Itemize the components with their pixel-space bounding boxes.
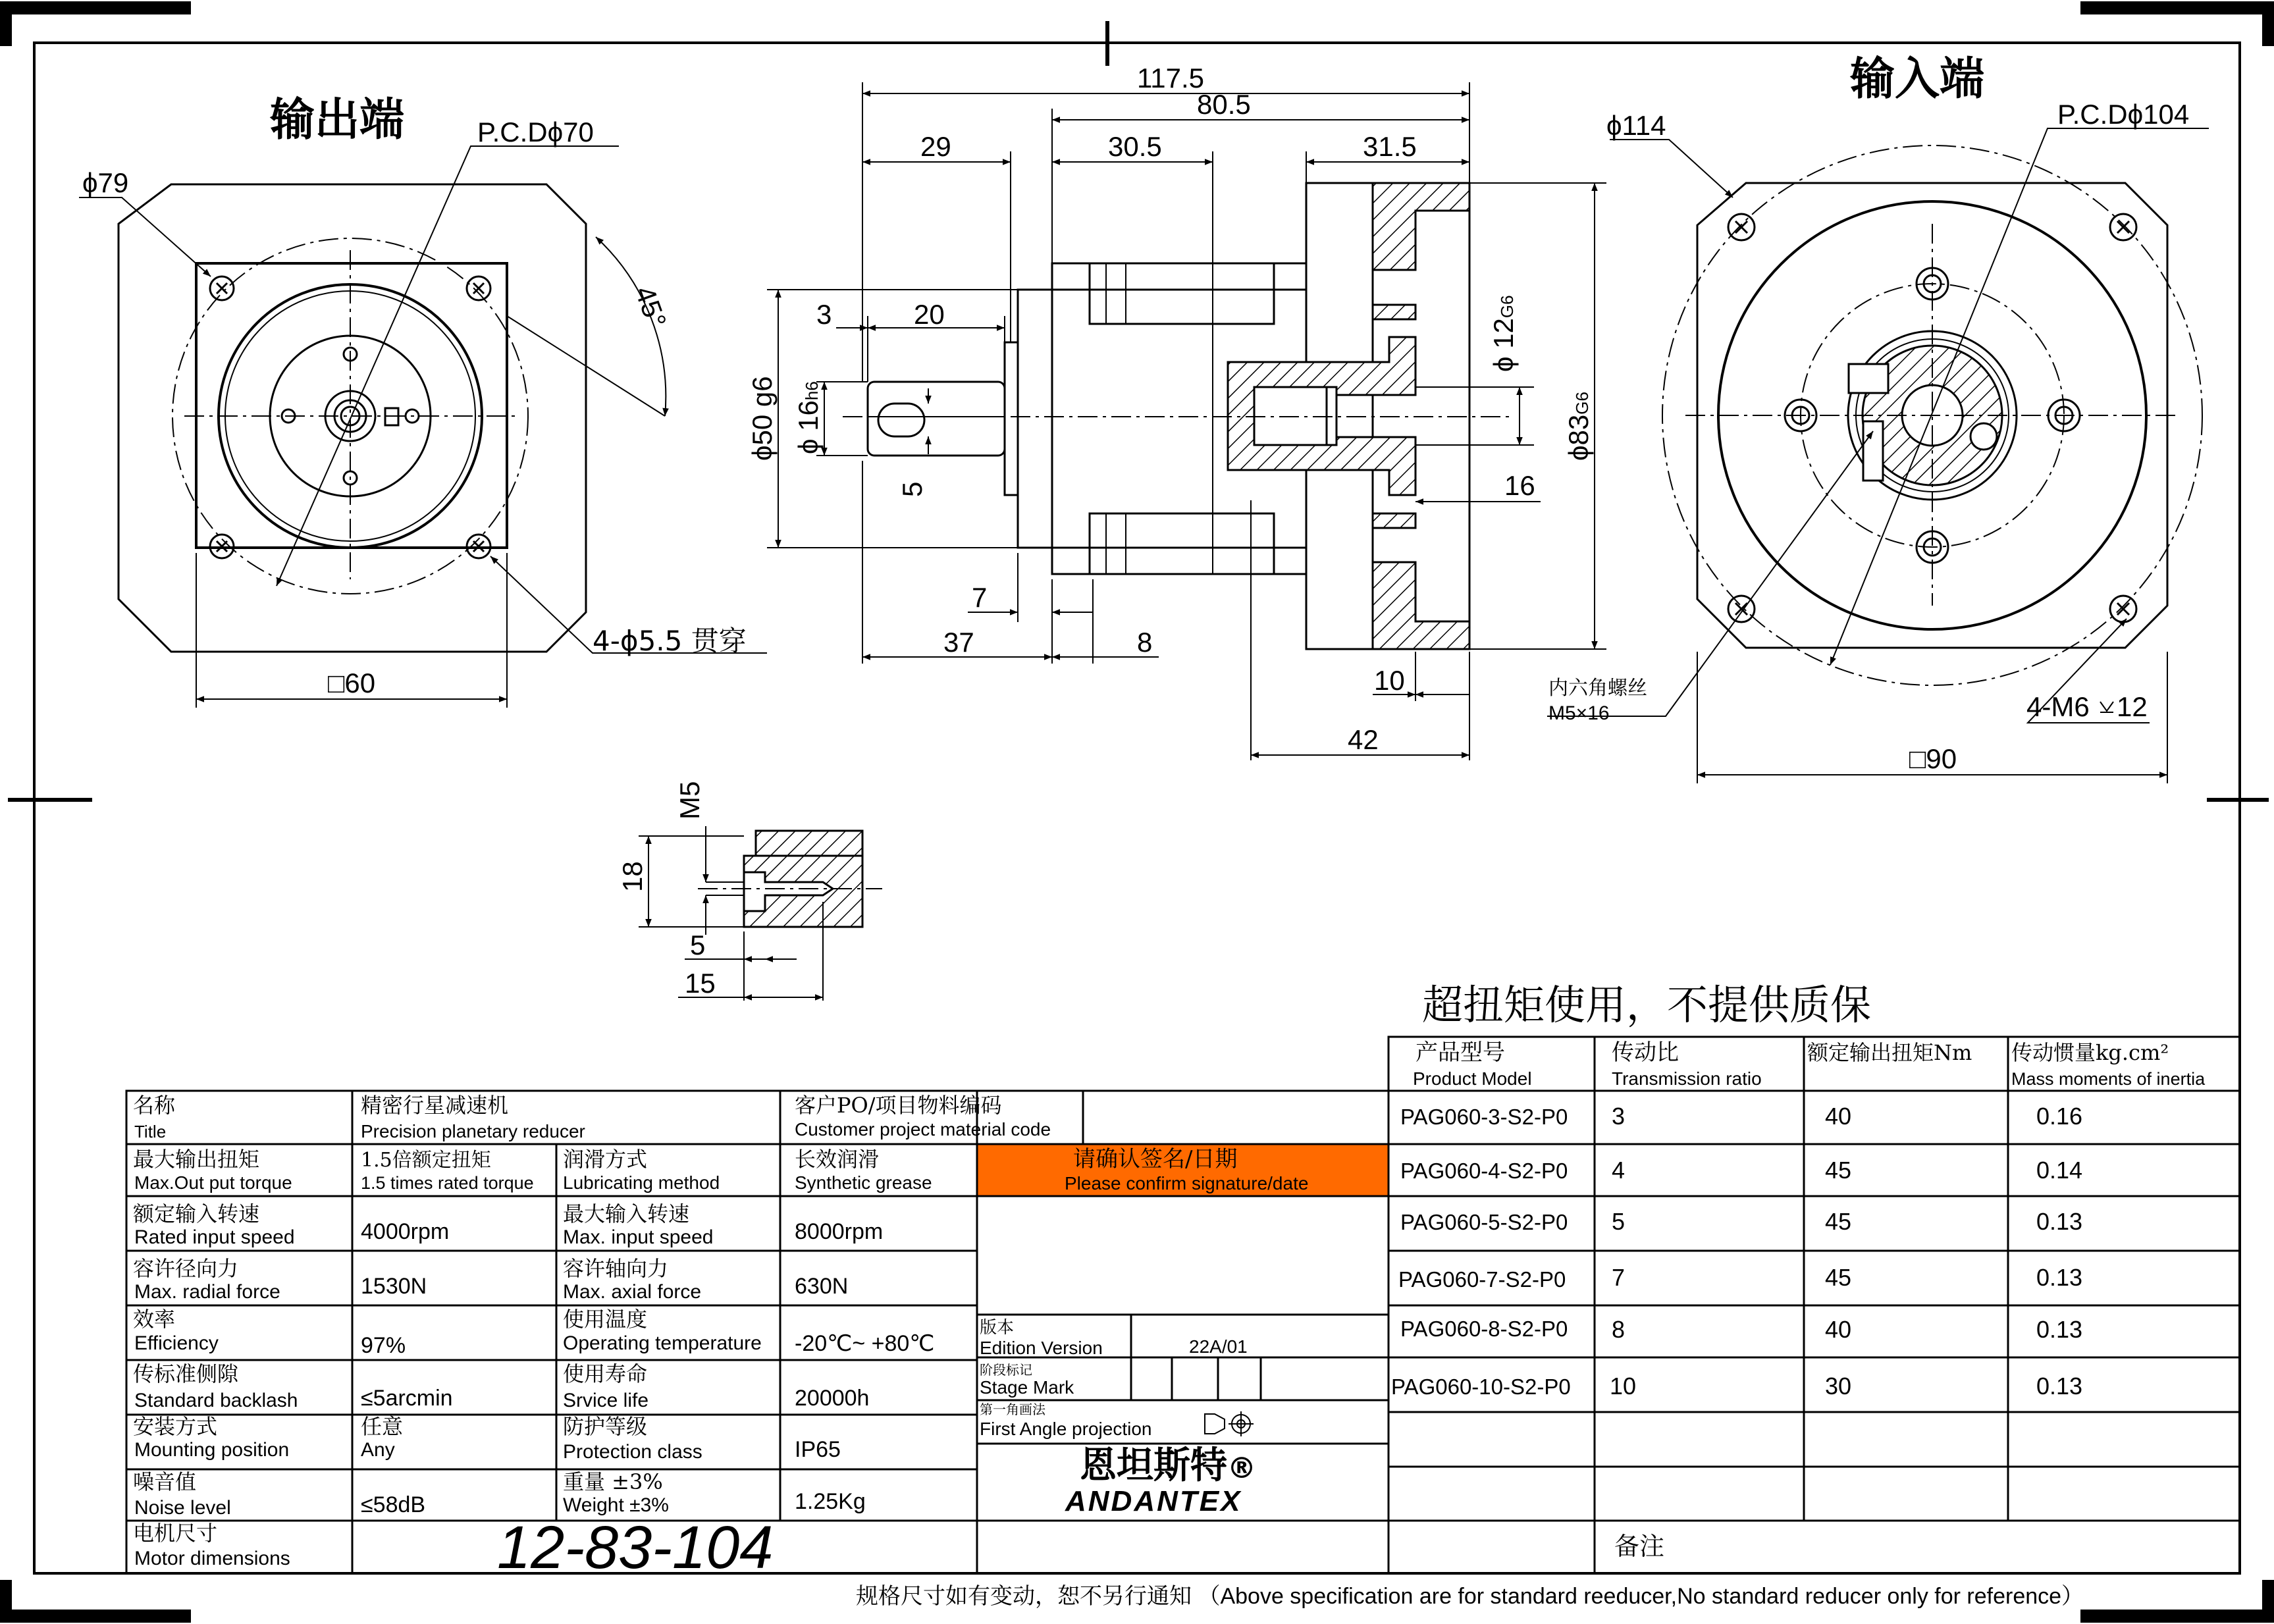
label-service-life-en: Srvice life (563, 1390, 649, 1411)
value-service-life: 20000h (795, 1386, 870, 1411)
edition-value: 22A/01 (1189, 1336, 1248, 1357)
value-protection: IP65 (795, 1437, 841, 1462)
value-motor-dim: 12-83-104 (497, 1514, 774, 1581)
label-noise-en: Noise level (134, 1497, 231, 1519)
label-temperature-cn: 使用温度 (563, 1307, 648, 1332)
header-product-model-cn: 产品型号 (1415, 1039, 1505, 1066)
dim-83g6-sub: G6 (1572, 392, 1592, 415)
header-product-model-en: Product Model (1413, 1068, 1532, 1089)
dim-80-5: 80.5 (1197, 89, 1251, 120)
dim-20: 20 (914, 299, 945, 330)
value-weight: 1.25Kg (795, 1489, 866, 1514)
row-3-inertia: 0.13 (2036, 1208, 2083, 1235)
value-max-torque-en: 1.5 times rated torque (361, 1173, 534, 1193)
value-noise: ≤58dB (361, 1492, 426, 1517)
value-axial-force: 630N (795, 1274, 849, 1299)
input-view-title: 输入端 (1850, 53, 1985, 105)
dim-output-holes: 4-ϕ5.5 贯穿 (593, 625, 747, 657)
row-5-ratio: 8 (1612, 1316, 1626, 1343)
dim-input-pcd: P.C.Dϕ104 (2057, 99, 2190, 130)
brand-logo-cn: 恩坦斯特 (1080, 1444, 1227, 1487)
dim-input-holes: 4-M6 (2026, 691, 2090, 722)
dim-16h6: ϕ 16 (793, 400, 824, 454)
dim-12g6-sub: G6 (1497, 295, 1517, 319)
label-axial-force-cn: 容许轴向力 (563, 1256, 669, 1281)
label-noise-cn: 噪音值 (133, 1469, 197, 1494)
value-lubrication-cn: 长效润滑 (795, 1147, 880, 1172)
value-mounting-cn: 任意 (361, 1414, 404, 1439)
row-1-model: PAG060-3-S2-P0 (1400, 1105, 1568, 1129)
label-backlash-cn: 传标准侧隙 (133, 1361, 239, 1386)
product-model-table (1388, 1037, 2240, 1573)
label-radial-force-cn: 容许径向力 (133, 1256, 239, 1281)
dim-16: 16 (1504, 470, 1535, 501)
footer-disclaimer: 规格尺寸如有变动，恕不另行通知 （Above specification are for standard reeducer,No standard reducer only for reference） (856, 1584, 2084, 1609)
label-max-torque-cn: 最大输出扭矩 (133, 1147, 260, 1172)
dim-10: 10 (1374, 665, 1405, 696)
label-backlash-en: Standard backlash (134, 1390, 298, 1411)
svg-text:ϕ 16h6 (793, 381, 824, 454)
header-inertia-en: Mass moments of inertia (2011, 1069, 2206, 1089)
dim-83g6: ϕ83 (1563, 414, 1594, 461)
label-input-screw: M5×16 (1548, 702, 1610, 724)
dim-5: 5 (897, 481, 928, 497)
value-title-cn: 精密行星减速机 (361, 1093, 509, 1118)
dim-output-dia79: ϕ79 (82, 167, 129, 198)
value-mounting-en: Any (361, 1439, 395, 1461)
dim-16h6-sub: h6 (802, 381, 822, 401)
row-2-inertia: 0.14 (2036, 1157, 2083, 1184)
svg-text:恩坦斯特® (1080, 1444, 1256, 1487)
value-max-torque-cn: 1.5倍额定扭矩 (361, 1149, 491, 1172)
row-2-model: PAG060-4-S2-P0 (1400, 1159, 1568, 1183)
dim-output-pcd: P.C.Dϕ70 (477, 117, 594, 147)
value-efficiency: 97% (361, 1333, 406, 1358)
label-rated-speed-cn: 额定输入转速 (133, 1201, 260, 1226)
value-title-en: Precision planetary reducer (361, 1121, 585, 1141)
side-section-view (747, 63, 1606, 760)
first-angle-projection-icon (1205, 1411, 1254, 1436)
dim-detail-5: 5 (690, 930, 706, 960)
header-ratio-en: Transmission ratio (1612, 1068, 1762, 1089)
value-rated-speed: 4000rpm (361, 1219, 450, 1244)
label-lubrication-en: Lubricating method (563, 1172, 720, 1193)
row-4-model: PAG060-7-S2-P0 (1398, 1267, 1566, 1292)
dim-detail-18: 18 (617, 861, 648, 892)
label-protection-en: Protection class (563, 1441, 702, 1463)
projection-label-en: First Angle projection (980, 1419, 1152, 1439)
label-max-speed-en: Max. input speed (563, 1226, 714, 1248)
row-3-torque: 45 (1825, 1208, 1852, 1235)
label-temperature-en: Operating temperature (563, 1332, 762, 1354)
row-2-torque: 45 (1825, 1157, 1852, 1184)
row-6-torque: 30 (1825, 1373, 1852, 1400)
label-customer-code-en: Customer project material code (795, 1119, 1051, 1139)
label-motor-dim-cn: 电机尺寸 (133, 1521, 218, 1546)
label-efficiency-en: Efficiency (134, 1332, 219, 1354)
dim-31-5: 31.5 (1363, 131, 1417, 162)
label-motor-dim-en: Motor dimensions (134, 1548, 290, 1569)
brand-registered-mark: ® (1227, 1452, 1256, 1485)
row-6-inertia: 0.13 (2036, 1373, 2083, 1400)
input-end-view (1547, 53, 2209, 783)
label-mounting-en: Mounting position (134, 1439, 290, 1461)
label-title-cn: 名称 (133, 1093, 176, 1118)
svg-text:ϕ83G6 (1563, 392, 1594, 461)
row-6-ratio: 10 (1610, 1373, 1637, 1400)
label-max-torque-en: Max.Out put torque (134, 1172, 292, 1193)
output-view-title: 输出端 (270, 94, 405, 146)
remark-label: 备注 (1614, 1532, 1665, 1561)
dim-7: 7 (972, 582, 988, 613)
output-end-view (79, 94, 767, 708)
label-rated-speed-en: Rated input speed (134, 1226, 295, 1248)
edition-label-cn: 版本 (980, 1318, 1015, 1338)
dim-117-5: 117.5 (1137, 63, 1204, 93)
label-service-life-cn: 使用寿命 (563, 1361, 648, 1386)
row-1-inertia: 0.16 (2036, 1103, 2083, 1130)
dim-output-angle: 45° (629, 282, 673, 332)
label-customer-code-cn: 客户PO/项目物料编码 (795, 1093, 1002, 1118)
label-weight-en: Weight ±3% (563, 1494, 669, 1516)
dim-37: 37 (943, 627, 974, 658)
brand-logo-en: ANDANTEX (1065, 1485, 1242, 1517)
label-efficiency-cn: 效率 (133, 1307, 176, 1332)
thread-detail-view (617, 781, 882, 1001)
dim-50g6: ϕ50 g6 (747, 376, 778, 461)
drawing-frame (5, 8, 2269, 1616)
value-radial-force: 1530N (361, 1274, 427, 1299)
row-6-model: PAG060-10-S2-P0 (1391, 1375, 1571, 1399)
dim-8: 8 (1137, 627, 1153, 658)
label-protection-cn: 防护等级 (563, 1414, 648, 1439)
edition-label-en: Edition Version (980, 1338, 1103, 1358)
confirm-signature-cn: 请确认签名/日期 (1073, 1146, 1238, 1172)
header-ratio-cn: 传动比 (1612, 1039, 1679, 1066)
confirm-signature-en: Please confirm signature/date (1065, 1173, 1309, 1193)
label-input-screw-cn: 内六角螺丝 (1548, 677, 1647, 700)
row-4-inertia: 0.13 (2036, 1264, 2083, 1291)
stage-label-cn: 阶段标记 (980, 1362, 1032, 1378)
dim-input-dia114: ϕ114 (1606, 110, 1666, 141)
svg-text:ϕ 12G6 (1488, 295, 1519, 372)
row-4-torque: 45 (1825, 1264, 1852, 1291)
dim-3: 3 (816, 299, 832, 330)
dim-output-square: □60 (328, 668, 376, 698)
row-3-ratio: 5 (1612, 1208, 1626, 1235)
label-mounting-cn: 安装方式 (133, 1414, 218, 1439)
dim-30-5: 30.5 (1108, 131, 1162, 162)
label-radial-force-en: Max. radial force (134, 1281, 280, 1303)
row-5-model: PAG060-8-S2-P0 (1400, 1317, 1568, 1341)
spec-table (126, 1091, 1388, 1581)
row-5-torque: 40 (1825, 1316, 1852, 1343)
value-lubrication-en: Synthetic grease (795, 1172, 932, 1193)
row-2-ratio: 4 (1612, 1157, 1626, 1184)
value-max-speed: 8000rpm (795, 1219, 884, 1244)
label-lubrication-cn: 润滑方式 (563, 1147, 648, 1172)
row-5-inertia: 0.13 (2036, 1316, 2083, 1343)
dim-input-depth: 12 (2117, 691, 2148, 722)
row-3-model: PAG060-5-S2-P0 (1400, 1210, 1568, 1234)
header-inertia-cn: 传动惯量kg.cm² (2011, 1040, 2169, 1065)
stage-label-en: Stage Mark (980, 1377, 1074, 1398)
over-torque-warning: 超扭矩使用，不提供质保 (1422, 981, 1872, 1029)
projection-label-cn: 第一角画法 (980, 1401, 1045, 1417)
dim-29: 29 (920, 131, 951, 162)
dim-detail-m5: M5 (674, 781, 705, 820)
label-axial-force-en: Max. axial force (563, 1281, 702, 1303)
label-max-speed-cn: 最大输入转速 (563, 1201, 690, 1226)
label-weight-cn: 重量 ±3% (563, 1469, 663, 1494)
dim-detail-15: 15 (685, 968, 716, 999)
dim-12g6: ϕ 12 (1488, 318, 1519, 372)
row-1-torque: 40 (1825, 1103, 1852, 1130)
label-title-en: Title (134, 1122, 167, 1141)
row-4-ratio: 7 (1612, 1264, 1626, 1291)
value-backlash: ≤5arcmin (361, 1386, 453, 1411)
header-torque-cn: 额定输出扭矩Nm (1807, 1040, 1972, 1065)
dim-42: 42 (1348, 724, 1379, 755)
row-1-ratio: 3 (1612, 1103, 1626, 1130)
dim-input-square: □90 (1909, 743, 1957, 774)
value-temperature: -20℃~ +80℃ (795, 1331, 935, 1356)
